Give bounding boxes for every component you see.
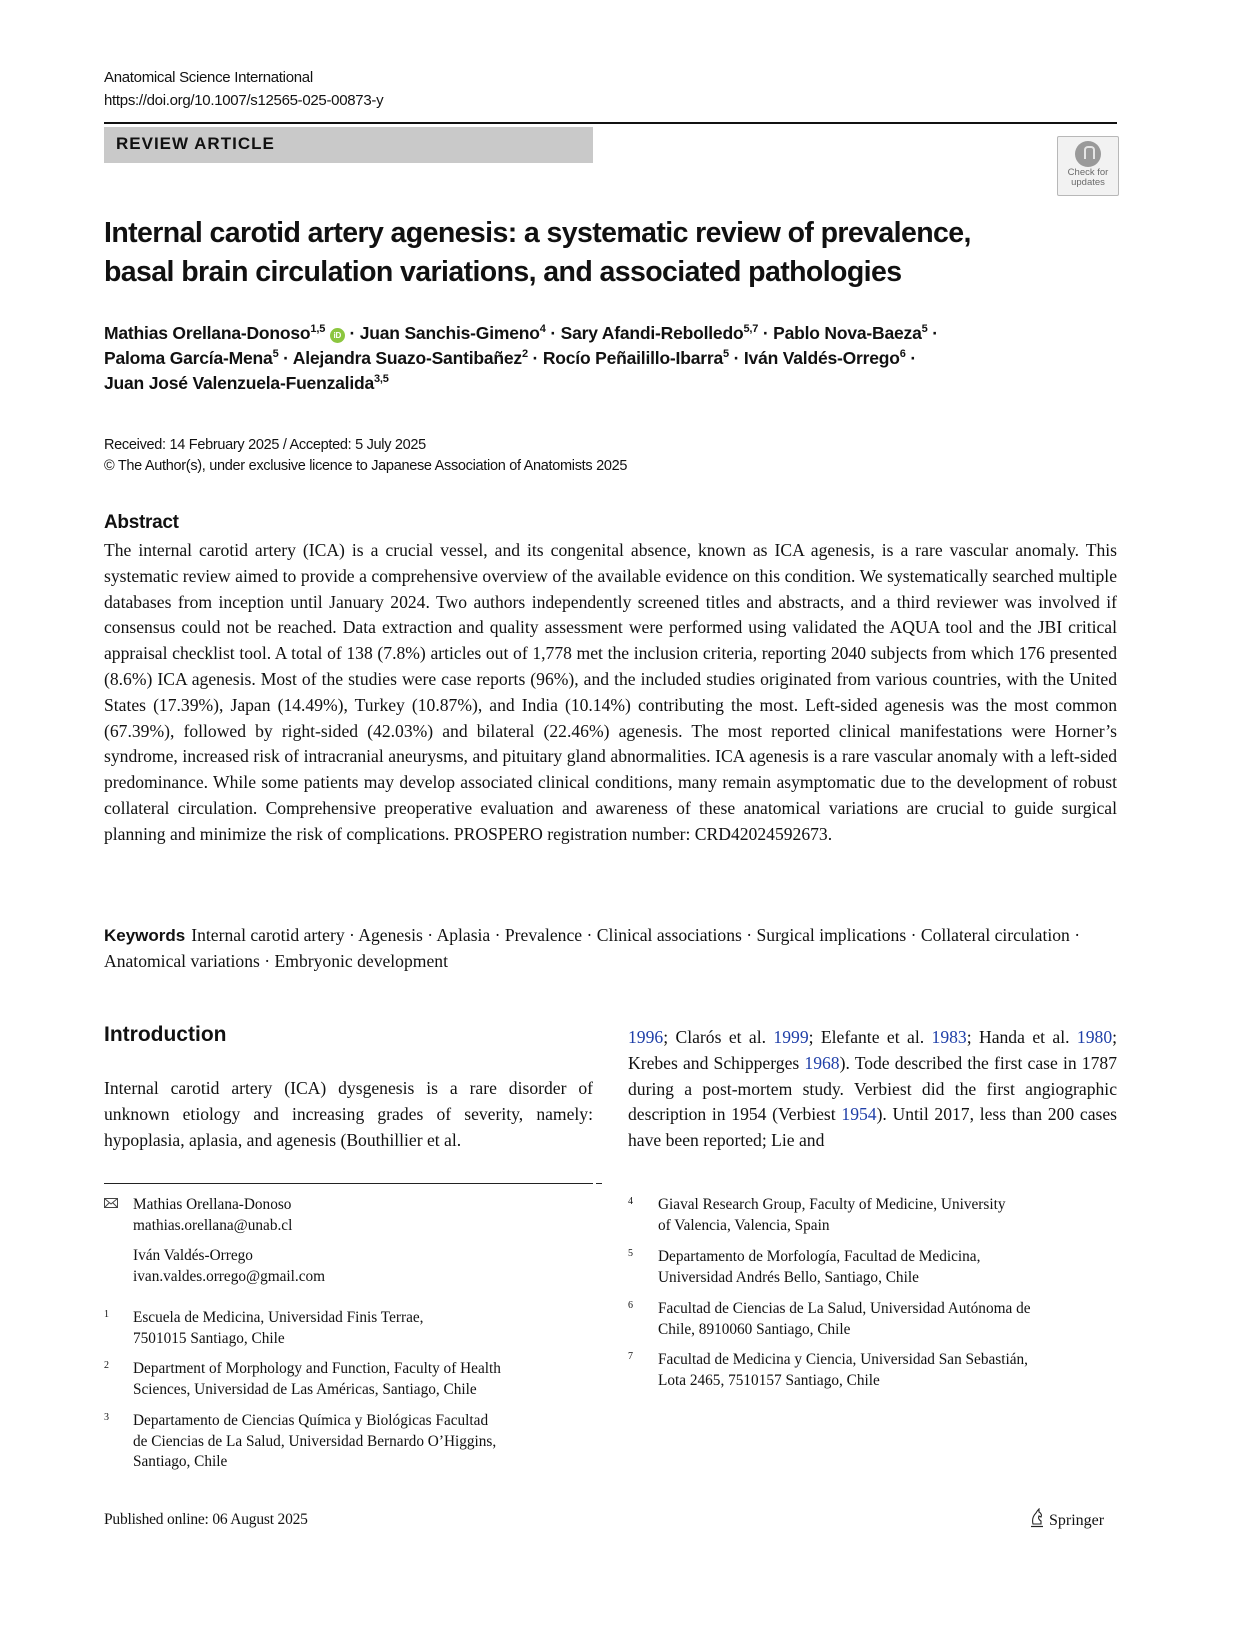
publisher-logo xyxy=(1029,1508,1104,1530)
affiliation-line: de Ciencias de La Salud, Universidad Bernardo O’Higgins, xyxy=(133,1432,497,1450)
publication-dates xyxy=(104,435,627,477)
affiliation-line: Department of Morphology and Function, Faculty of Health xyxy=(133,1360,501,1377)
article-type-badge xyxy=(104,127,593,163)
footnote-rule xyxy=(104,1183,593,1184)
citation-link[interactable]: 1996 xyxy=(628,1027,664,1047)
affiliation-line: Giaval Research Group, Faculty of Medicine, University xyxy=(658,1196,1006,1213)
author[interactable]: Mathias Orellana-Donoso$^{1,5}$ xyxy=(104,323,326,343)
journal-name: Anatomical Science International xyxy=(104,69,313,86)
affiliation-line: Departamento de Ciencias Química y Biológicas Facultad xyxy=(133,1412,489,1429)
affiliation-line: Facultad de Medicina y Ciencia, Universidad San Sebastián, xyxy=(658,1351,1029,1368)
title-line-2: basal brain circulation variations, and associated pathologies xyxy=(104,256,902,288)
author[interactable]: Rocío Peñailillo-Ibarra$^5$ xyxy=(542,348,729,368)
text-span: ; Clarós et al. xyxy=(663,1027,774,1047)
affiliation-number: 7 xyxy=(628,1351,633,1362)
author[interactable]: Alejandra Suazo-Santibañez$^2$ xyxy=(292,348,528,368)
keywords-heading: Keywords xyxy=(104,926,186,945)
publisher-name: Springer xyxy=(1049,1512,1105,1529)
journal-header xyxy=(104,66,383,112)
introduction-heading: Introduction xyxy=(104,1023,227,1046)
received-accepted: Received: 14 February 2025 / Accepted: 5 July 2025 xyxy=(104,437,426,453)
envelope-icon xyxy=(104,1198,118,1208)
check-for-updates-button[interactable] xyxy=(1057,136,1119,196)
affiliation-line: Lota 2465, 7510157 Santiago, Chile xyxy=(658,1371,880,1389)
check-for-updates-icon xyxy=(1075,141,1101,167)
affiliation-number: 2 xyxy=(104,1360,109,1371)
abstract-heading: Abstract xyxy=(104,512,179,533)
affiliation-number: 5 xyxy=(628,1248,633,1259)
orcid-icon[interactable]: iD xyxy=(330,328,345,343)
author[interactable]: Paloma García-Mena$^5$ xyxy=(104,348,279,368)
correspondence-block xyxy=(104,1195,584,1285)
paper-title xyxy=(104,214,1114,292)
text-span: ; Handa et al. xyxy=(966,1027,1077,1047)
affiliation-number: 1 xyxy=(104,1309,109,1320)
abstract-text: The internal carotid artery (ICA) is a crucial vessel, and its congenital absence, known as ICA agenesis, is a rare vascular anomaly. This systematic review aimed to provide a comprehensive overview of the available evidence on this condition. We systematically searched multiple databases from inception until January 2024. Two authors independently screened titles and abstracts, and a third reviewer was involved if consensus could not be reached. Data extraction and quality assessment were performed using validated the AQUA tool and the JBI critical appraisal checklist tool. A total of 138 (7.8%) articles out of 1,778 met the inclusion criteria, reporting 2040 subjects from which 176 presented (8.6%) ICA agenesis. Most of the studies were case reports (96%), and the included studies originated from various countries, with the United States (17.39%), Japan (14.49%), Turkey (10.87%), and India (10.14%) contributing the most. Left-sided agenesis was the most common (67.39%), followed by right-sided (42.03%) and bilateral (22.46%) agenesis. The most reported clinical manifestations were Horner’s syndrome, increased risk of intracranial aneurysms, and pituitary gland abnormalities. ICA agenesis is a rare vascular anomaly with a left-sided predominance. While some patients may develop associated clinical conditions, many remain asymptomatic due to the development of robust collateral circulation. Comprehensive preoperative evaluation and awareness of these anatomical variations are crucial to guide surgical planning and minimize the risk of complications. PROSPERO registration number: CRD42024592673. xyxy=(104,540,1117,844)
title-line-1: Internal carotid artery agenesis: a systematic review of prevalence, xyxy=(104,217,971,249)
author[interactable]: Juan José Valenzuela-Fuenzalida$^{3,5}$ xyxy=(104,373,389,393)
introduction-right-column xyxy=(628,1025,1117,1154)
citation-link[interactable]: 1983 xyxy=(931,1027,967,1047)
affiliation-line: Facultad de Ciencias de La Salud, Universidad Autónoma de xyxy=(658,1300,1031,1317)
copyright: © The Author(s), under exclusive licence to Japanese Association of Anatomists 2025 xyxy=(104,458,628,474)
text-span: ). Until 2017, less than 200 cases have been reported; Lie and xyxy=(628,1104,1118,1151)
introduction-left-column: Internal carotid artery (ICA) dysgenesis is a rare disorder of unknown etiology and increasing grades of severity, namely: hypoplasia, aplasia, and agenesis (Bouthillier et al. xyxy=(104,1078,593,1150)
author[interactable]: Pablo Nova-Baeza$^5$ xyxy=(773,323,928,343)
affiliation-number: 3 xyxy=(104,1412,109,1423)
correspondence-email[interactable]: mathias.orellana@unab.cl xyxy=(133,1216,293,1234)
author[interactable]: Iván Valdés-Orrego$^6$ xyxy=(743,348,906,368)
doi-link[interactable]: https://doi.org/10.1007/s12565-025-00873-y xyxy=(104,92,384,109)
citation-link[interactable]: 1980 xyxy=(1076,1027,1113,1047)
footnote-rule-right xyxy=(596,1183,602,1184)
published-online: Published online: 06 August 2025 xyxy=(104,1511,308,1528)
author[interactable]: Sary Afandi-Rebolledo$^{5,7}$ xyxy=(560,323,759,343)
citation-link[interactable]: 1954 xyxy=(841,1104,877,1125)
correspondence-email[interactable]: ivan.valdes.orrego@gmail.com xyxy=(133,1267,326,1285)
affiliation-line: Universidad Andrés Bello, Santiago, Chile xyxy=(658,1268,919,1286)
check-updates-label-2: updates xyxy=(1071,177,1105,188)
affiliation-number: 6 xyxy=(628,1300,633,1311)
affiliation-line: Departamento de Morfología, Facultad de Medicina, xyxy=(658,1248,981,1265)
correspondence-name: Mathias Orellana-Donoso xyxy=(133,1196,292,1213)
affiliation-line: Escuela de Medicina, Universidad Finis Terrae, xyxy=(133,1309,424,1326)
affiliation-line: Chile, 8910060 Santiago, Chile xyxy=(658,1320,851,1338)
correspondence-author-1 xyxy=(133,1195,325,1287)
affiliation-line: 7501015 Santiago, Chile xyxy=(133,1329,285,1347)
correspondence-name: Iván Valdés-Orrego xyxy=(133,1247,253,1264)
text-span: ; Krebes and Schipperges xyxy=(628,1027,1117,1073)
affiliation-line: of Valencia, Valencia, Spain xyxy=(658,1216,830,1234)
citation-link[interactable]: 1968 xyxy=(804,1052,840,1073)
check-updates-label-1: Check for xyxy=(1067,167,1109,178)
affiliation-line: Santiago, Chile xyxy=(133,1453,228,1470)
header-rule xyxy=(104,122,1117,124)
author-list: Mathias Orellana-Donoso$^{1,5}$ iD · Juan Sanchis-Gimeno$^4$ · Sary Afandi-Rebolledo$^{5,7}$ · Pablo Nova-Baeza$^5$ · Paloma García-Mena$^5$ · Alejandra Suazo-Santibañez$^2$ · Rocío Peñailillo-Ibarra$^5$ · Iván Valdés-Orrego$^6$ · Juan José Valenzuela-Fuenzalida$^{3,5}$ xyxy=(104,323,938,393)
text-span: ; Elefante et al. xyxy=(808,1027,932,1047)
affiliation-line: Sciences, Universidad de Las Américas, Santiago, Chile xyxy=(133,1380,477,1398)
article-type-label: REVIEW ARTICLE xyxy=(116,134,275,153)
keywords-list: Internal carotid artery · Agenesis · Aplasia · Prevalence · Clinical associations · Surgical implications · Collateral circulation · Anatomical variations · Embryonic development xyxy=(104,925,1081,971)
springer-horse-icon xyxy=(1029,1508,1045,1528)
keywords xyxy=(104,923,1117,975)
text-span: ). Tode described the first case in 1787 during a post-mortem study. Verbiest did the first angiographic description in 1954 (Verbiest xyxy=(628,1052,1117,1125)
author[interactable]: Juan Sanchis-Gimeno$^4$ xyxy=(359,323,546,343)
citation-link[interactable]: 1999 xyxy=(773,1027,809,1047)
affiliation-number: 4 xyxy=(628,1196,633,1207)
